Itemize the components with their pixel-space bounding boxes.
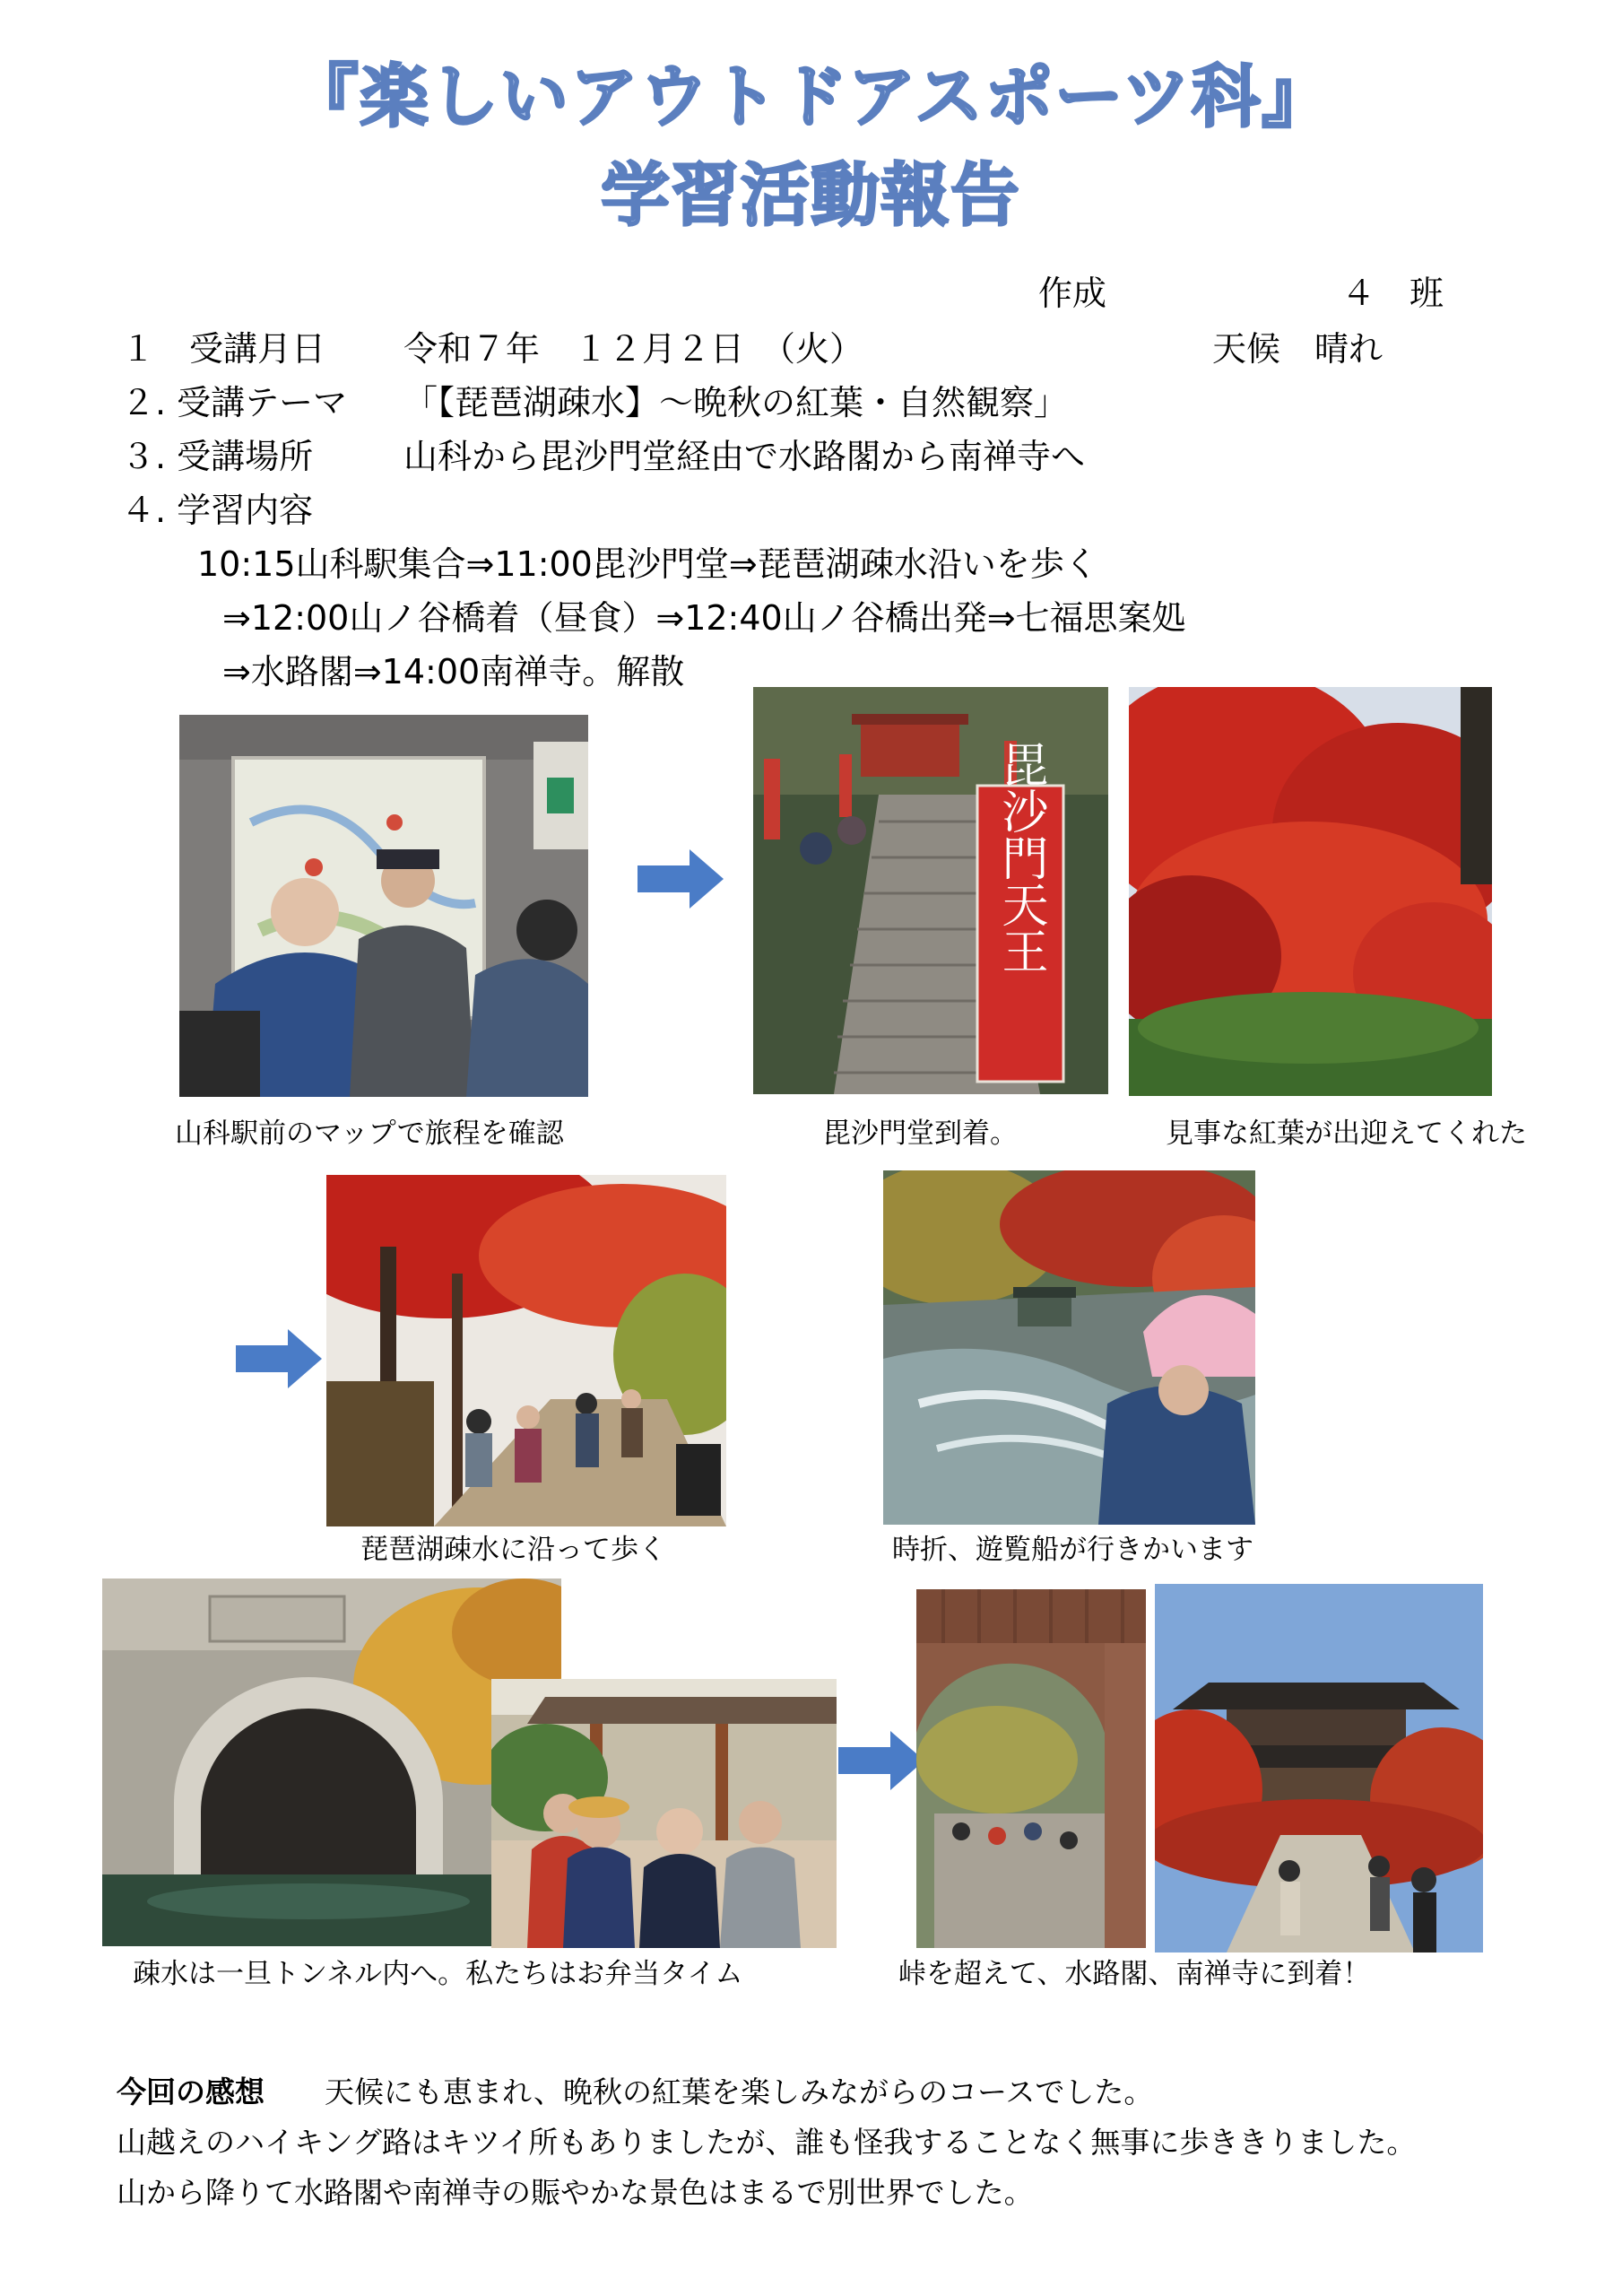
caption-arrival: 峠を超えて、水路閣、南禅寺に到着！ xyxy=(898,1958,1371,1990)
photo-station-map xyxy=(179,715,588,1097)
caption-autumn-leaves: 見事な紅葉が出迎えてくれた xyxy=(1166,1118,1527,1150)
place-value: 山科から毘沙門堂経由で水路閣から南禅寺へ xyxy=(403,437,1086,476)
weather-text: 天候 晴れ xyxy=(1212,329,1383,369)
photo-canal-walk xyxy=(326,1175,726,1526)
report-title-line2: 学習活動報告 xyxy=(601,155,1021,235)
impressions-label: 今回の感想 xyxy=(117,2074,265,2109)
impressions-line-3: 山から降りて水路閣や南禅寺の賑やかな景色はまるで別世界でした。 xyxy=(117,2175,1034,2210)
date-value: 令和７年 １２月２日 （火） xyxy=(403,329,864,369)
date-label: １ 受講月日 xyxy=(121,329,326,369)
impressions-line-2: 山越えのハイキング路はキツイ所もありましたが、誰も怪我することなく無事に歩ききりました。 xyxy=(117,2125,1417,2160)
impressions-line-1: 天候にも恵まれ、晩秋の紅葉を楽しみながらのコースでした。 xyxy=(325,2074,1154,2109)
photo-lunch-break xyxy=(491,1679,837,1948)
caption-bishamondo: 毘沙門堂到着。 xyxy=(823,1118,1018,1150)
caption-station-map: 山科駅前のマップで旅程を確認 xyxy=(175,1118,564,1150)
photo-nanzenji xyxy=(1155,1584,1483,1952)
report-title-line1: 『楽しいアウトドアスポーツ科』 xyxy=(290,57,1332,136)
photo-suirokaku xyxy=(916,1589,1146,1948)
photo-autumn-leaves xyxy=(1129,687,1492,1096)
arrow-right-icon xyxy=(838,1731,924,1790)
photo-bishamondo-stairs xyxy=(753,687,1108,1094)
route-line-1: 10:15山科駅集合⇒11:00毘沙門堂⇒琵琶湖疎水沿いを歩く xyxy=(197,544,1098,584)
route-line-2: ⇒12:00山ノ谷橋着（昼食）⇒12:40山ノ谷橋出発⇒七福思案処 xyxy=(222,598,1186,638)
arrow-right-icon xyxy=(236,1329,322,1388)
route-line-3: ⇒水路閣⇒14:00南禅寺。解散 xyxy=(222,652,685,691)
photo-sightseeing-boat xyxy=(883,1170,1255,1525)
caption-canal-walk: 琵琶湖疎水に沿って歩く xyxy=(360,1534,666,1566)
banner-text: 毘沙門天王 xyxy=(993,741,1047,974)
caption-sightseeing-boat: 時折、遊覧船が行きかいます xyxy=(892,1534,1253,1566)
caption-tunnel-lunch: 疎水は一旦トンネル内へ。私たちはお弁当タイム xyxy=(133,1958,743,1990)
author-label: 作成 xyxy=(1038,274,1107,313)
theme-label: ２. 受講テーマ xyxy=(121,383,348,422)
theme-value: 「【琵琶湖疎水】～晩秋の紅葉・自然観察」 xyxy=(403,383,1069,422)
author-value: ４ 班 xyxy=(1341,274,1444,313)
place-label: ３. 受講場所 xyxy=(121,437,314,476)
content-label: ４. 学習内容 xyxy=(121,491,314,530)
arrow-right-icon xyxy=(638,849,724,909)
